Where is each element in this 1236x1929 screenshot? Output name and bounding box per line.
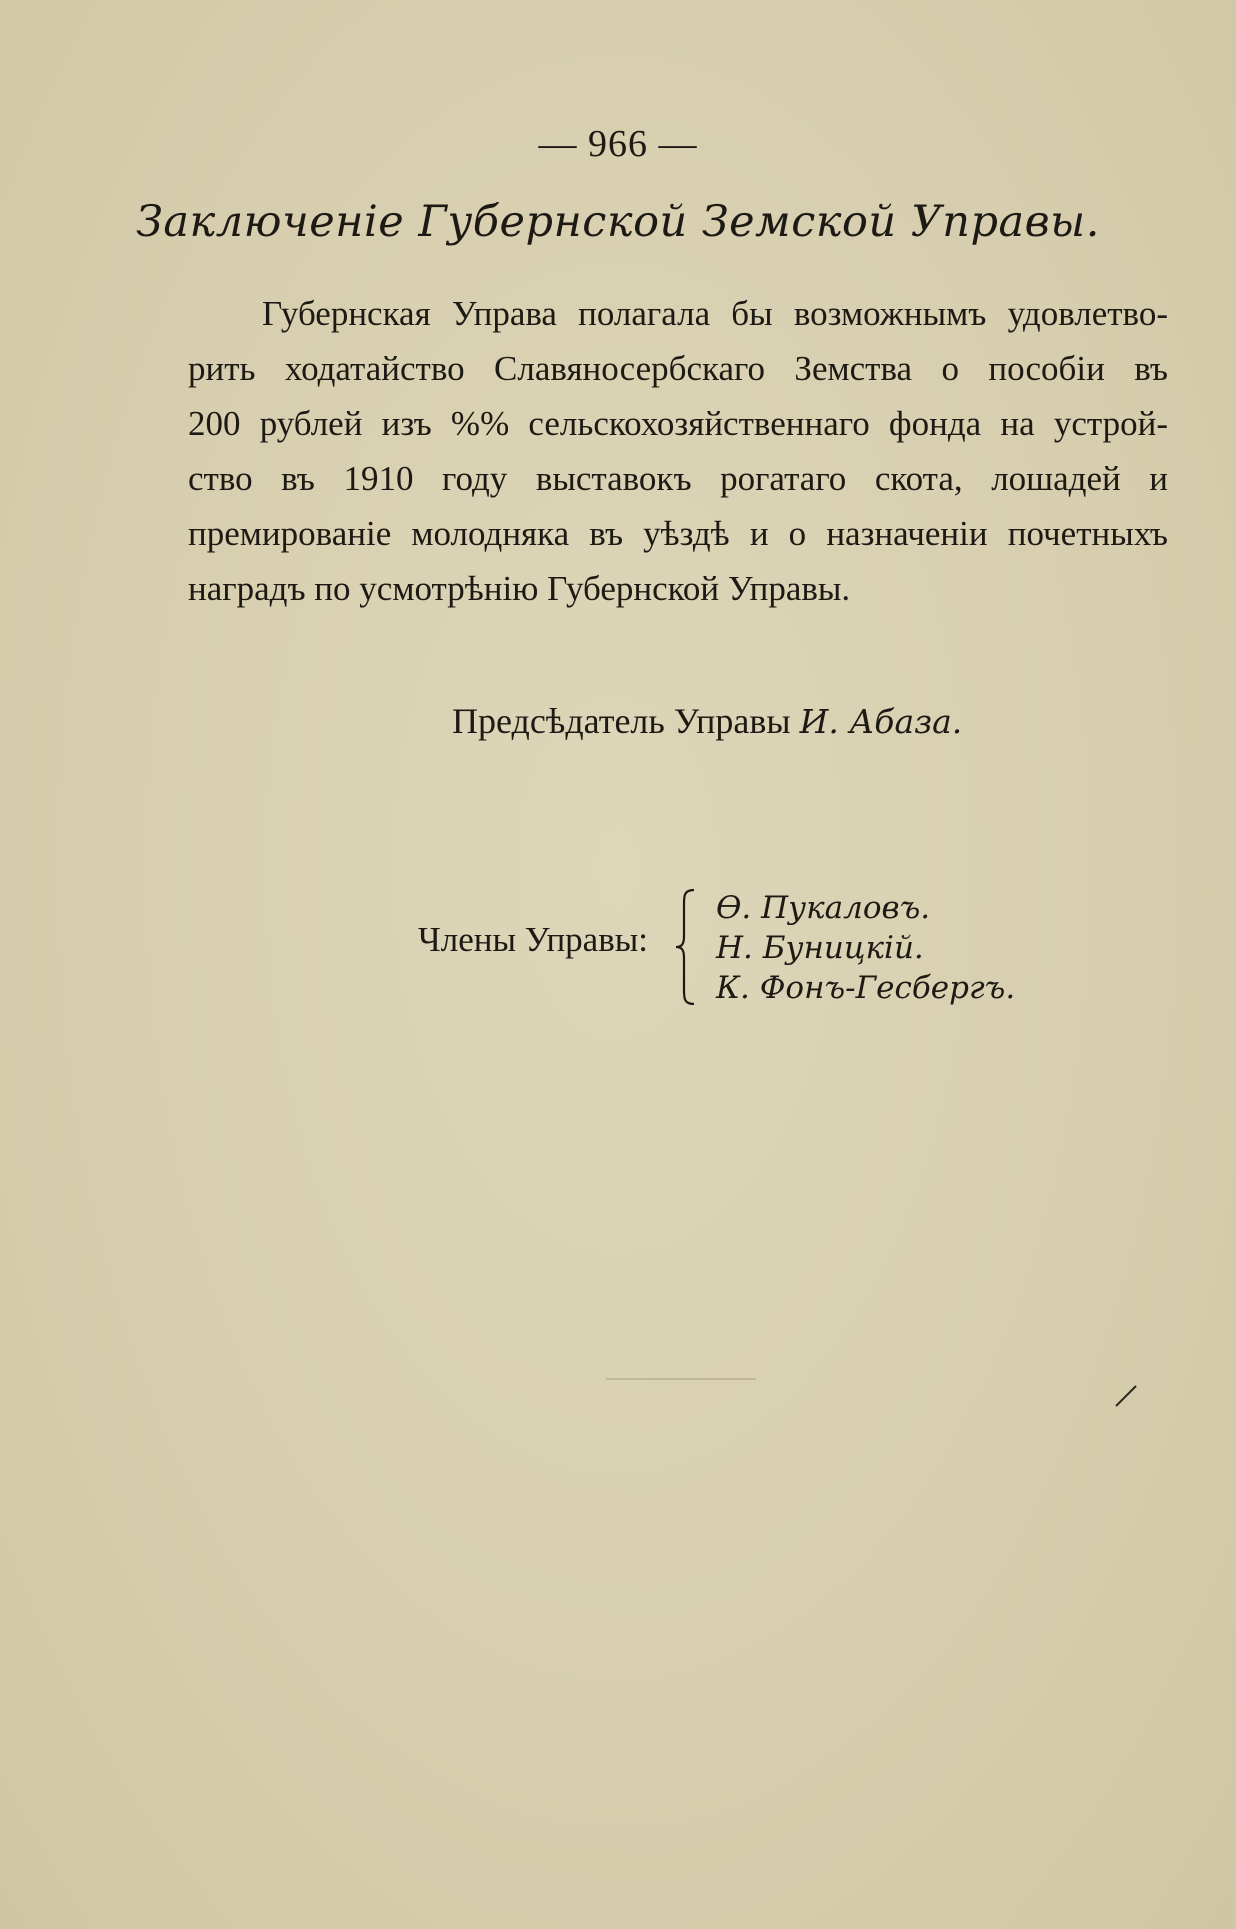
- paragraph-line: ство въ 1910 году выставокъ рогатаго скота, лошадей и: [188, 459, 1168, 498]
- member-name: К. Фонъ-Гесбергъ.: [716, 970, 1016, 1006]
- paragraph-line: рить ходатайство Славяносербскаго Земства о пособіи въ: [188, 349, 1168, 388]
- paragraph-line: премированіе молодняка въ уѣздѣ и о назначеніи почетныхъ: [188, 514, 1168, 553]
- member-name: Н. Буницкій.: [716, 930, 924, 966]
- members-list: [716, 888, 1015, 1008]
- chairman-signature: [452, 700, 962, 742]
- member-name: Ѳ. Пукаловъ.: [716, 890, 931, 926]
- section-heading: Заключеніе Губернской Земской Управы.: [136, 197, 1100, 247]
- chairman-title: Предсѣдатель Управы: [452, 701, 791, 741]
- chairman-name: И. Абаза.: [799, 702, 963, 741]
- page-number: — 966 —: [538, 123, 698, 165]
- faint-rule: [606, 1378, 756, 1380]
- pencil-mark-icon: [1114, 1382, 1140, 1408]
- body-paragraph: [188, 286, 1168, 616]
- paragraph-line: Губернская Управа полагала бы возможнымъ удовлетво-: [262, 294, 1168, 333]
- paragraph-line: 200 рублей изъ %% сельскохозяйственнаго фонда на устрой-: [188, 404, 1168, 443]
- curly-brace-icon: [672, 888, 700, 1006]
- members-label: Члены Управы:: [418, 920, 648, 959]
- paragraph-line: наградъ по усмотрѣнію Губернской Управы.: [188, 569, 851, 608]
